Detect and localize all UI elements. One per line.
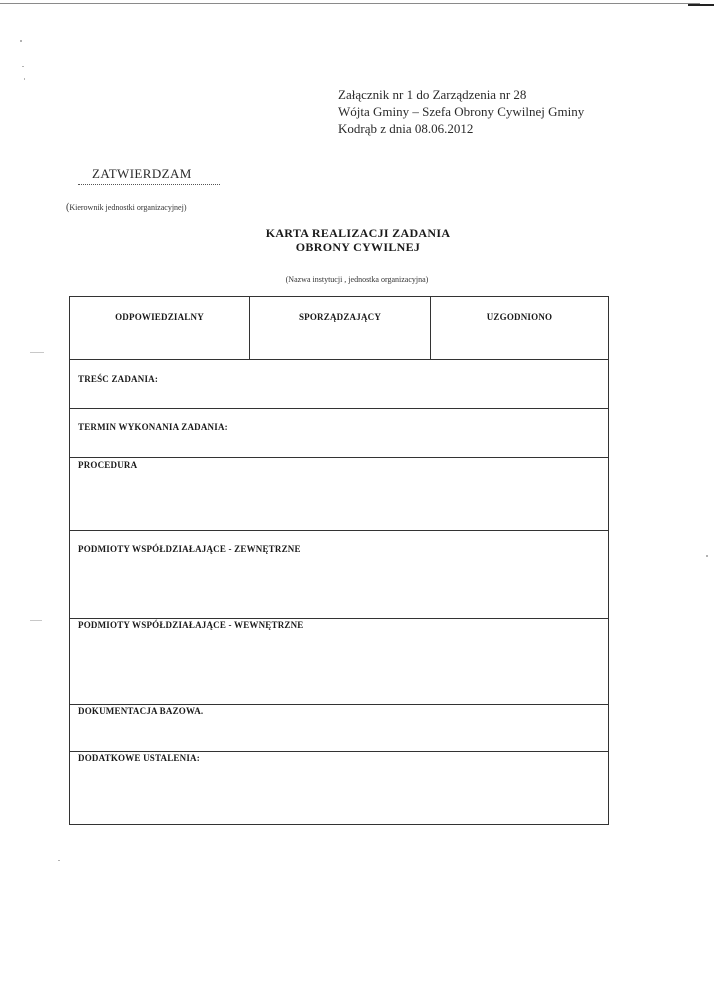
- document-title: [0, 226, 714, 254]
- row-label: DOKUMENTACJA BAZOWA.: [78, 706, 204, 716]
- row-internal-partners: [70, 619, 608, 705]
- scan-corner-mark: [688, 4, 714, 6]
- row-external-partners: [70, 531, 608, 619]
- scan-speck: [58, 860, 60, 861]
- approval-caption: (Kierownik jednostki organizacyjnej): [66, 202, 187, 213]
- attachment-line: Wójta Gminy – Szefa Obrony Cywilnej Gminy: [338, 104, 585, 119]
- signature-line: [78, 184, 220, 185]
- row-base-documentation: [70, 705, 608, 752]
- institution-caption: (Nazwa instytucji , jednostka organizacyjna): [285, 275, 429, 284]
- row-label: PODMIOTY WSPÓŁDZIAŁAJĄCE - WEWNĘTRZNE: [78, 620, 304, 630]
- row-additional-arrangements: [70, 752, 608, 824]
- row-label: TERMIN WYKONANIA ZADANIA:: [78, 422, 228, 432]
- scan-speck: [30, 620, 42, 621]
- scan-edge-line: [0, 3, 700, 4]
- header-row: [70, 297, 608, 360]
- row-label: PODMIOTY WSPÓŁDZIAŁAJĄCE - ZEWNĘTRZNE: [78, 544, 301, 554]
- scan-speck: [22, 66, 24, 67]
- row-deadline: [70, 409, 608, 458]
- column-prepared-by: SPORZĄDZAJĄCY: [250, 297, 431, 359]
- approval-caption-text: Kierownik jednostki organizacyjnej: [69, 203, 184, 212]
- task-form-table: [69, 296, 609, 825]
- column-responsible: ODPOWIEDZIALNY: [70, 297, 250, 359]
- attachment-line: Kodrąb z dnia 08.06.2012: [338, 121, 474, 136]
- attachment-note: [338, 86, 584, 137]
- attachment-line: Załącznik nr 1 do Zarządzenia nr 28: [338, 87, 527, 102]
- row-label: PROCEDURA: [78, 460, 138, 470]
- column-agreed: UZGODNIONO: [486, 312, 553, 322]
- title-line-1: KARTA REALIZACJI ZADANIA: [265, 226, 451, 240]
- title-line-2: OBRONY CYWILNEJ: [295, 240, 421, 254]
- row-label: TREŚC ZADANIA:: [78, 374, 159, 384]
- scan-speck: [30, 352, 44, 353]
- approval-label: ZATWIERDZAM: [92, 166, 192, 181]
- scan-speck: [24, 78, 25, 80]
- row-procedure: [70, 458, 608, 531]
- scan-speck: [20, 40, 22, 42]
- scan-speck: [706, 555, 708, 557]
- row-task-content: [70, 360, 608, 409]
- row-label: DODATKOWE USTALENIA:: [78, 753, 200, 763]
